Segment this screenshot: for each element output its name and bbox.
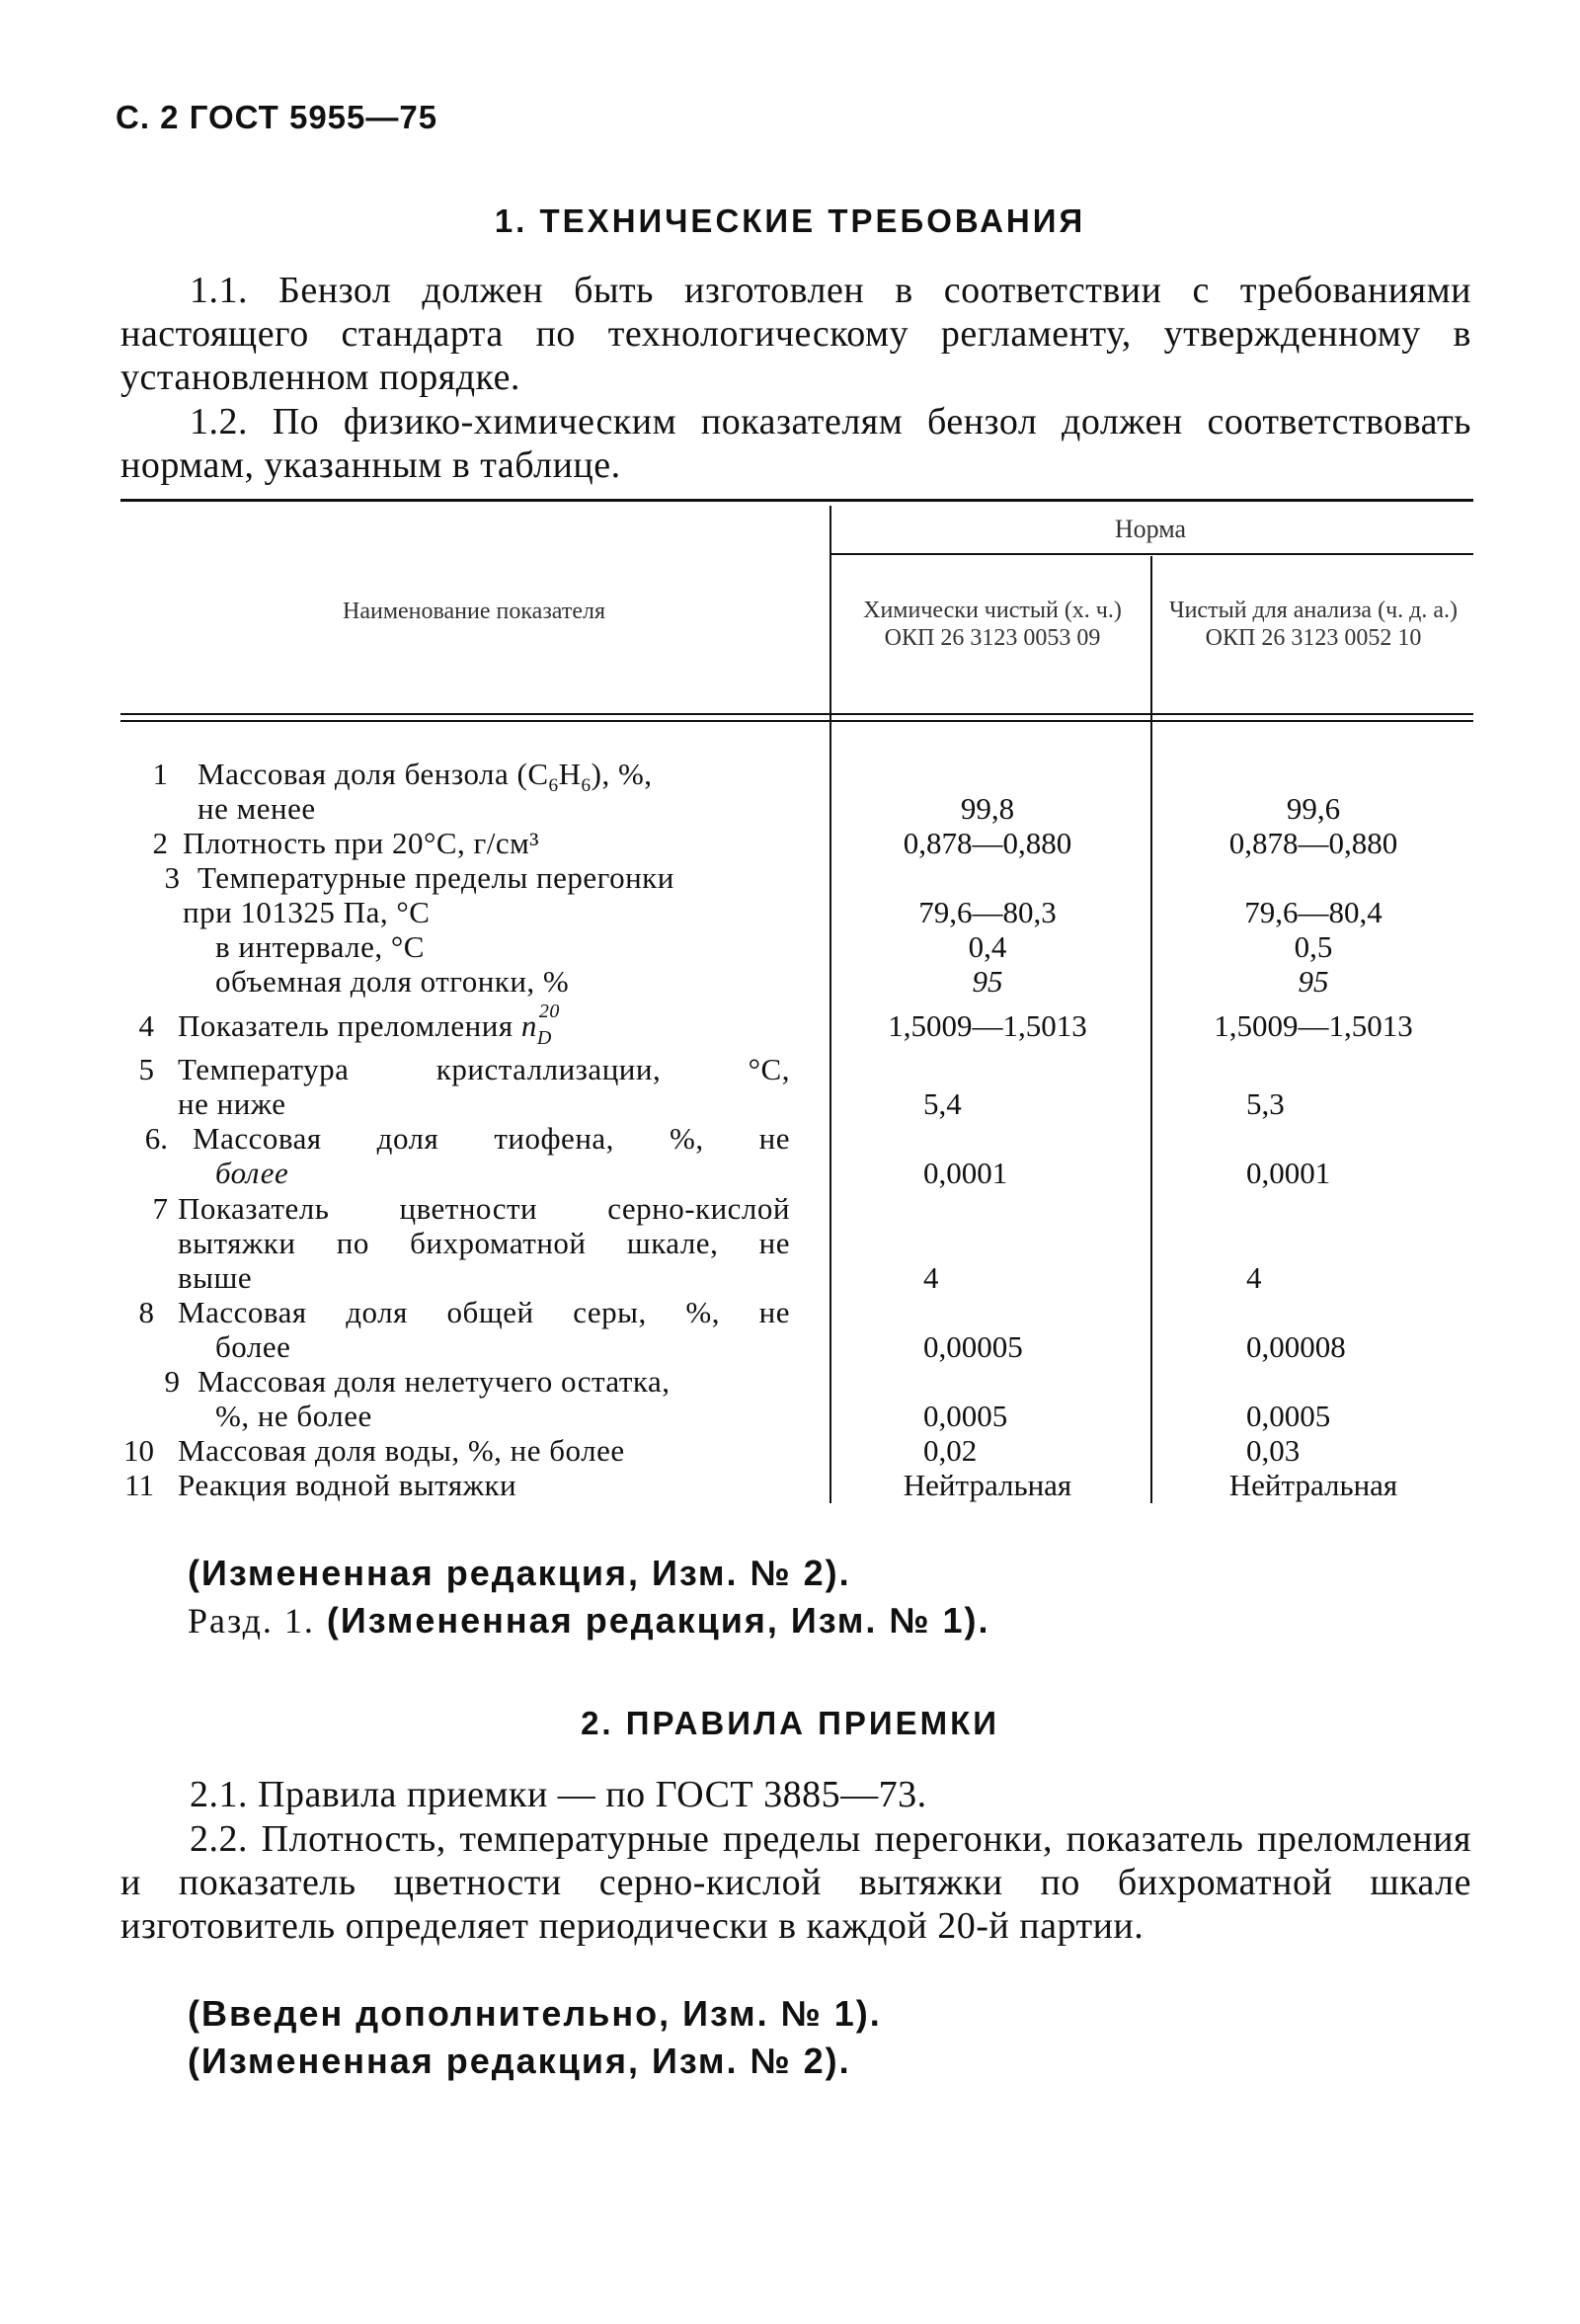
- value-chda-2: 1,5009—1,5013: [1214, 1008, 1413, 1043]
- row-number: 6.: [144, 1121, 168, 1156]
- value-chda-2: 0,00008: [1246, 1329, 1346, 1364]
- row-number: 3: [164, 860, 180, 895]
- row-number: 8: [138, 1295, 154, 1329]
- paragraph-2-1: 2.1. Правила приемки — по ГОСТ 3885—73.: [190, 1774, 927, 1815]
- row-label-cont: более: [215, 1329, 291, 1364]
- value-chda: 4: [923, 1260, 939, 1295]
- section-2-title: 2. ПРАВИЛА ПРИЕМКИ: [581, 1705, 999, 1741]
- table-top-rule: [120, 499, 1473, 502]
- paragraph-1-1: 1.1. Бензол должен быть изготовлен в соответствии с требованиями настоящего стандарта по технологическому регламенту, утвержденному в установленном порядке.: [120, 270, 1471, 398]
- table-col-divider-2: [1150, 556, 1152, 1503]
- norm-underline: [830, 553, 1473, 555]
- value-chda-2: 79,6—80,4: [1244, 895, 1382, 929]
- value-chda-2: Нейтральная: [1228, 1468, 1398, 1502]
- value-chda: 0,878—0,880: [903, 826, 1072, 860]
- value-chda-2: 95: [1298, 964, 1329, 999]
- row-label-cont: не ниже: [178, 1086, 286, 1121]
- header-rule-1: [120, 713, 1473, 715]
- page-header: С. 2 ГОСТ 5955—75: [116, 99, 438, 135]
- column-header-chda-2: Чистый для анализа (ч. д. а.) ОКП 26 3123 0052 10: [1168, 598, 1458, 651]
- value-chda-2: 4: [1246, 1260, 1262, 1295]
- amendment-note-2: (Измененная редакция, Изм. № 2).: [188, 1553, 851, 1593]
- value-chda: 0,4: [968, 929, 1007, 964]
- row-label-cont: %, не более: [215, 1399, 372, 1433]
- row-number: 1: [152, 757, 168, 791]
- row-number: 10: [123, 1433, 154, 1468]
- row-number: 4: [138, 1008, 154, 1043]
- value-chda-2: 0,5: [1294, 929, 1333, 964]
- row-number: 5: [138, 1052, 154, 1086]
- table-col-divider-1: [830, 506, 831, 1503]
- value-chda-2: 0,878—0,880: [1228, 826, 1398, 860]
- section-1-title: 1. ТЕХНИЧЕСКИЕ ТРЕБОВАНИЯ: [494, 202, 1086, 239]
- row-number: 11: [124, 1468, 154, 1502]
- row-label-cont: не менее: [198, 791, 316, 826]
- value-chda-2: 0,0005: [1246, 1399, 1331, 1433]
- value-chda: Нейтральная: [903, 1468, 1072, 1502]
- amendment-note-2b: (Измененная редакция, Изм. № 2).: [188, 2041, 851, 2081]
- value-chda: 79,6—80,3: [918, 895, 1057, 929]
- row-label: Показатель цветности серно-кислой: [178, 1191, 790, 1226]
- row-label: Температурные пределы перегонки: [198, 860, 674, 895]
- row-label: Массовая доля тиофена, %, не: [193, 1121, 790, 1156]
- row-label: Реакция водной вытяжки: [178, 1468, 517, 1502]
- paragraph-2-2: 2.2. Плотность, температурные пределы перегонки, показатель преломления и показатель цветности серно-кислой вытяжки по бихроматной шкале изготовитель определяет периодически в каждой 20-й партии.: [120, 1818, 1471, 1947]
- row-label: Массовая доля бензола $(C_6H_6)$, %,: [198, 757, 653, 797]
- row-label: Температура кристаллизации, °С,: [178, 1052, 790, 1086]
- value-chda-2: 0,0001: [1246, 1156, 1331, 1190]
- row-label: Плотность при 20°С, г/см³: [183, 826, 540, 860]
- row-label-cont: при 101325 Па, °С: [183, 895, 431, 929]
- value-chda-2: 5,3: [1246, 1086, 1285, 1121]
- row-number: 7: [152, 1191, 168, 1226]
- value-chda-2: 0,03: [1246, 1433, 1301, 1468]
- value-chda-2: 99,6: [1286, 791, 1341, 826]
- value-chda: 99,8: [960, 791, 1015, 826]
- paragraph-1-2: 1.2. По физико-химическим показателям бензол должен соответствовать нормам, указанным в таблице.: [120, 401, 1471, 486]
- row-label: Массовая доля общей серы, %, не: [178, 1295, 790, 1329]
- row-label: Массовая доля воды, %, не более: [178, 1433, 625, 1468]
- column-header-chda: Химически чистый (х. ч.) ОКП 26 3123 0053 09: [863, 598, 1122, 651]
- value-chda: 0,00005: [923, 1329, 1023, 1364]
- value-chda: 5,4: [923, 1086, 962, 1121]
- row-label-cont: выше: [178, 1260, 253, 1295]
- row-number: 2: [152, 826, 168, 860]
- amendment-note-introduced: (Введен дополнительно, Изм. № 1).: [188, 1993, 882, 2034]
- value-chda: 1,5009—1,5013: [888, 1008, 1087, 1043]
- row-number: 9: [164, 1364, 180, 1399]
- value-chda: 0,02: [923, 1433, 978, 1468]
- value-chda: 0,0005: [923, 1399, 1008, 1433]
- row-sublabel: в интервале, °С: [215, 929, 425, 964]
- column-header-name: Наименование показателя: [343, 599, 605, 624]
- column-header-norm: Норма: [1114, 515, 1187, 543]
- row-label: Показатель преломления n 20 $_D$: [178, 1001, 560, 1049]
- header-rule-2: [120, 720, 1473, 722]
- value-chda: 0,0001: [923, 1156, 1008, 1190]
- row-label-cont: вытяжки по бихроматной шкале, не: [178, 1226, 790, 1260]
- row-sublabel: объемная доля отгонки, %: [215, 964, 570, 999]
- value-chda: 95: [972, 964, 1003, 999]
- row-label: Массовая доля нелетучего остатка,: [198, 1364, 671, 1399]
- row-label-cont: более: [215, 1156, 289, 1190]
- amendment-note-1: Разд. 1. (Измененная редакция, Изм. № 1).: [188, 1600, 990, 1641]
